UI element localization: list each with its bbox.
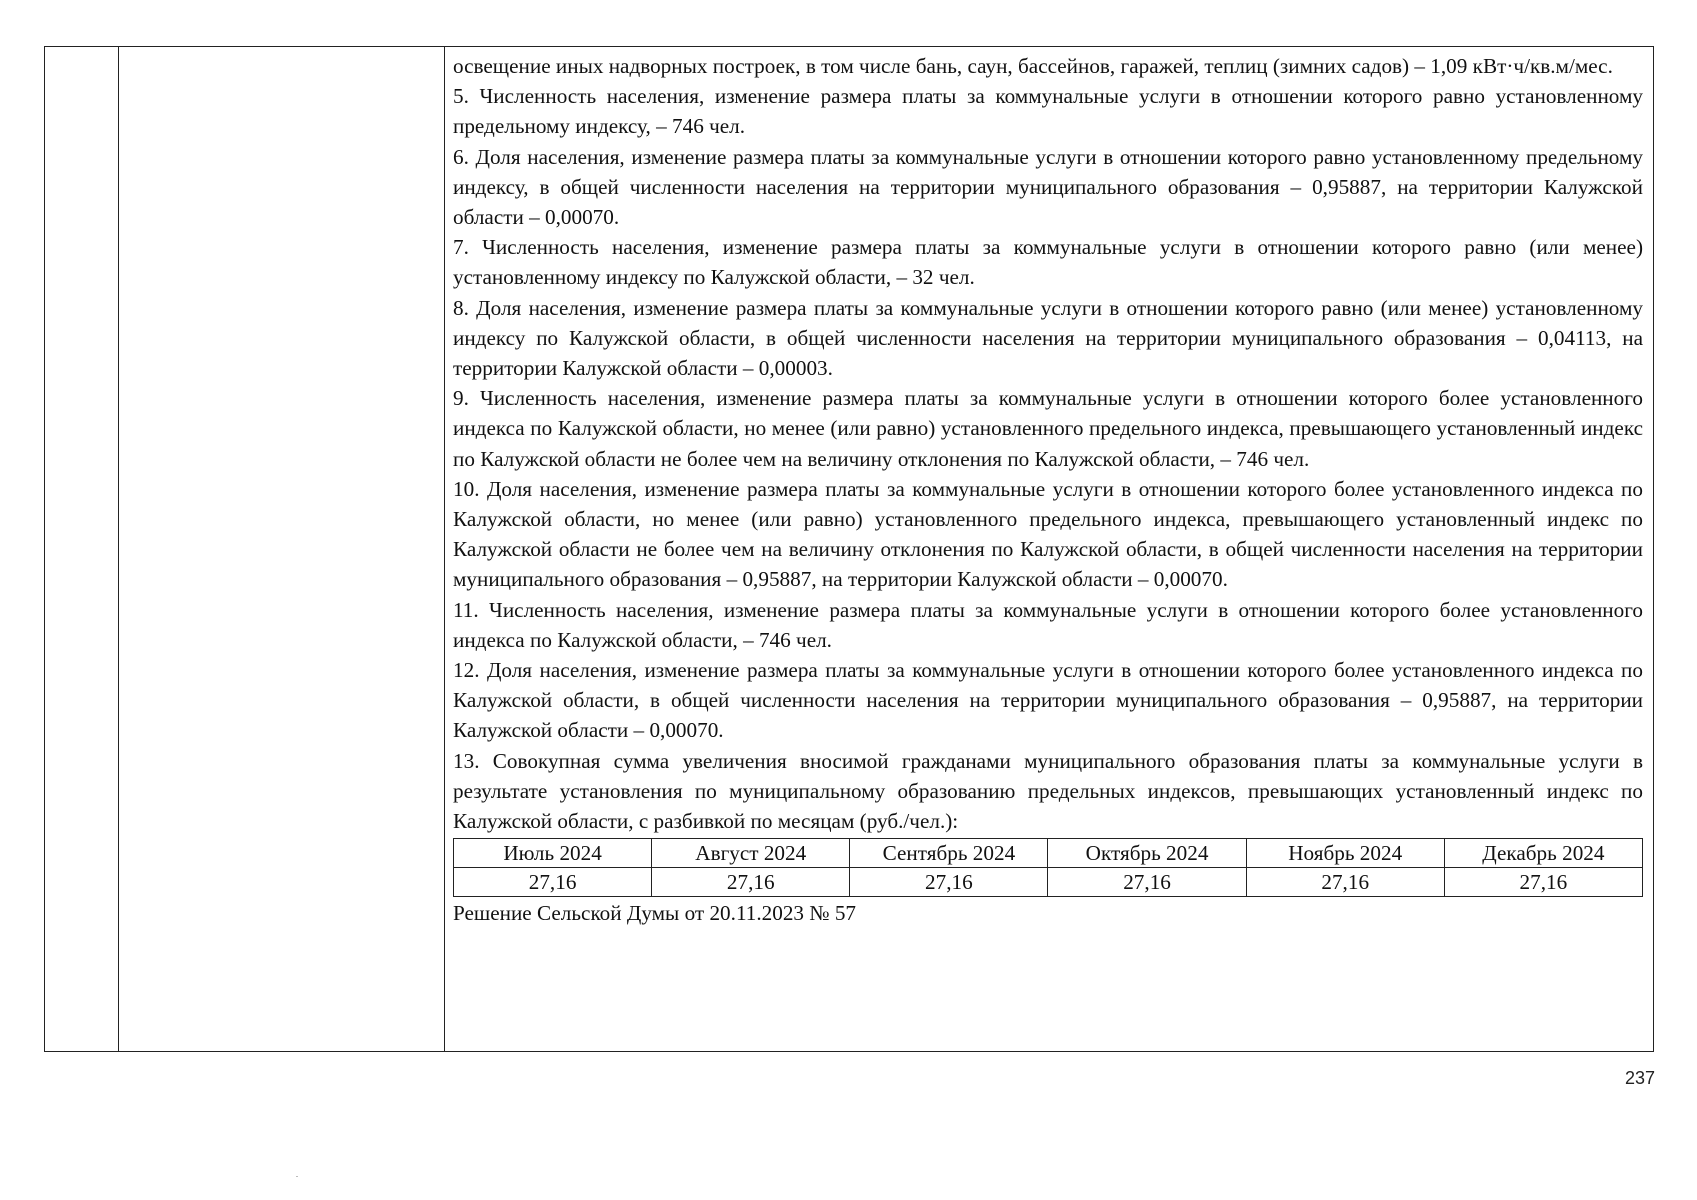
table-column-name: [119, 47, 445, 1051]
monthly-increase-table: [453, 838, 1643, 897]
paragraph-7: 7. Численность населения, изменение размера платы за коммунальные услуги в отношении которого равно (или менее) установленному индексу по Калужской области, – 32 чел.: [453, 235, 1643, 290]
month-header: Июль 2024: [454, 839, 652, 868]
paragraph-8: 8. Доля населения, изменение размера платы за коммунальные услуги в отношении которого равно (или менее) установленному индексу по Калужской области, в общей численности населения на территории муниципального образования – 0,04113, на территории Калужской области – 0,00003.: [453, 295, 1643, 381]
table-header-row: [454, 839, 1643, 868]
document-table: [44, 46, 1654, 1052]
decision-reference: Решение Сельской Думы от 20.11.2023 № 57: [453, 901, 857, 926]
month-header: Сентябрь 2024: [850, 839, 1048, 868]
paragraph-13: 13. Совокупная сумма увеличения вносимой гражданами муниципального образования платы за коммунальные услуги в результате установления по муниципальному образованию предельных индексов, превышающих установленный индекс по Калужской области, с разбивкой по месяцам (руб./чел.):: [453, 748, 1643, 834]
paragraph-12: 12. Доля населения, изменение размера платы за коммунальные услуги в отношении которого более установленного индекса по Калужской области, в общей численности населения на территории муниципального образования – 0,95887, на территории Калужской области – 0,00070.: [453, 658, 1643, 743]
paragraph-lighting: освещение иных надворных построек, в том числе бань, саун, бассейнов, гаражей, теплиц (зимних садов) – 1,09 кВт·ч/кв.м/мес.: [453, 54, 1613, 78]
paragraph-10: 10. Доля населения, изменение размера платы за коммунальные услуги в отношении которого более установленного индекса по Калужской области, но менее (или равно) установленного предельного индекса, превышающего установленный индекс по Калужской области не более чем на величину отклонения по Калужской области, в общей численности населения на территории муниципального образования – 0,95887, на территории Калужской области – 0,00070.: [453, 476, 1643, 592]
paragraph-9: 9. Численность населения, изменение размера платы за коммунальные услуги в отношении которого более установленного индекса по Калужской области, но менее (или равно) установленного предельного индекса, превышающего установленный индекс по Калужской области не более чем на величину отклонения по Калужской области, – 746 чел.: [453, 386, 1643, 471]
month-value: 27,16: [1444, 868, 1642, 897]
month-value: 27,16: [1048, 868, 1246, 897]
table-row: [454, 868, 1643, 897]
month-value: 27,16: [454, 868, 652, 897]
month-header: Октябрь 2024: [1048, 839, 1246, 868]
month-header: Ноябрь 2024: [1246, 839, 1444, 868]
paragraph-11: 11. Численность населения, изменение размера платы за коммунальные услуги в отношении которого более установленного индекса по Калужской области, – 746 чел.: [453, 597, 1643, 652]
month-value: 27,16: [850, 868, 1048, 897]
month-header: Август 2024: [652, 839, 850, 868]
paragraph-5: 5. Численность населения, изменение размера платы за коммунальные услуги в отношении которого равно установленному предельному индексу, – 746 чел.: [453, 84, 1643, 139]
paragraph-6: 6. Доля населения, изменение размера платы за коммунальные услуги в отношении которого равно установленному предельному индексу, в общей численности населения на территории муниципального образования – 0,95887, на территории Калужской области – 0,00070.: [453, 144, 1643, 230]
month-value: 27,16: [652, 868, 850, 897]
month-header: Декабрь 2024: [1444, 839, 1642, 868]
table-column-number: [45, 47, 119, 1051]
scan-artifact: [296, 1176, 298, 1177]
month-value: 27,16: [1246, 868, 1444, 897]
page-number: 237: [1624, 1068, 1655, 1088]
table-column-content: [445, 47, 1653, 1051]
